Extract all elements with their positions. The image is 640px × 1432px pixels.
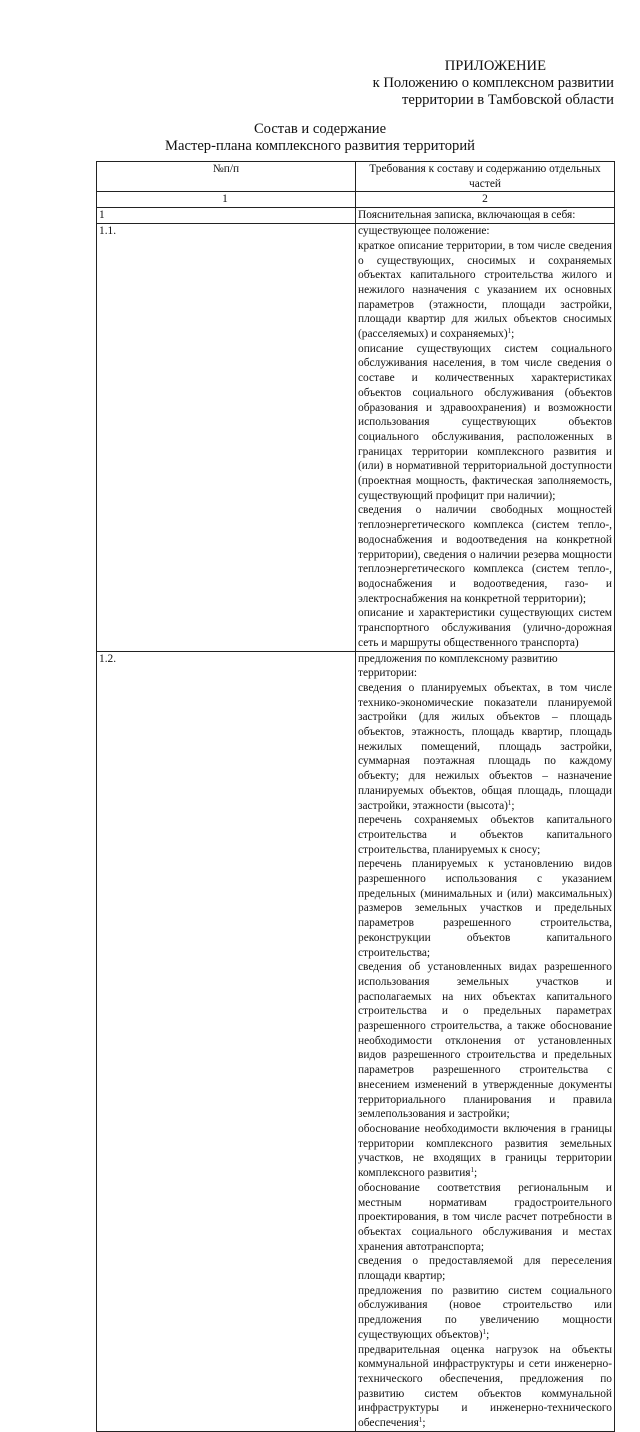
- item-punctuation: ;: [486, 1328, 490, 1341]
- footnote-marker: 1: [470, 1166, 475, 1175]
- item-text: обоснование необходимости включения в границы территории комплексного развития земельных участков, не входящих в границы территории комплексного развития: [358, 1123, 612, 1180]
- table-header-row: [97, 162, 615, 192]
- row-lead-text: [358, 224, 612, 239]
- appendix-line-2: территории в Тамбовской области: [401, 92, 614, 108]
- header-number: №п/п: [97, 162, 356, 192]
- item-text: перечень планируемых к установлению видов разрешенного использования с указанием предельных (минимальных и (или) максимальных) размеров земельных участков и предельных параметров разрешенного строительства, реконструкции объектов капитального строительства;: [358, 858, 612, 959]
- list-item: [358, 857, 612, 960]
- item-text: описание и характеристики существующих систем транспортного обслуживания (улично-дорожная сеть и маршруты общественного транспорта): [358, 607, 612, 649]
- item-text: существующее положение:: [358, 225, 490, 238]
- footnote-marker: 1: [507, 798, 512, 807]
- item-text: сведения о наличии свободных мощностей теплоэнергетического комплекса (систем тепло-, водоснабжения и водоотведения на конкретной территории), сведения о наличии резерва мощности теплоэнергетического комплекса (систем тепло-, водоснабжения и водоотведения, газо- и электроснабжения на конкретной территории);: [358, 504, 612, 605]
- table-row: [97, 224, 615, 651]
- footnote-marker: 1: [418, 1416, 423, 1425]
- section-row: [97, 208, 615, 224]
- appendix-block: [300, 58, 614, 109]
- row-number: 1.1.: [97, 224, 356, 651]
- item-text: предложения по развитию систем социального обслуживания (новое строительство или предложения по увеличению мощности существующих объектов): [358, 1284, 612, 1341]
- row-content: [356, 651, 615, 1431]
- item-punctuation: ;: [511, 328, 515, 341]
- index-cell-2: 2: [356, 192, 615, 208]
- appendix-heading: ПРИЛОЖЕНИЕ: [444, 58, 546, 74]
- section-title: Пояснительная записка, включающая в себя:: [356, 208, 615, 224]
- list-item: [358, 681, 612, 813]
- item-text: сведения о предоставляемой для переселения площади квартир;: [358, 1255, 612, 1283]
- item-text: предварительная оценка нагрузок на объекты коммунальной инфраструктуры и сети инженерно-технического обеспечения, предложения по развитию систем объектов коммунальной инфраструктуры и инженерно-технического обеспечения: [358, 1343, 612, 1430]
- item-text: обоснование соответствия региональным и местным нормативам градостроительного проектирования, в том числе расчет потребности в объектах социального обслуживания и местах хранения автотранспорта;: [358, 1181, 612, 1253]
- section-number: 1: [97, 208, 356, 224]
- item-text: описание существующих систем социального обслуживания населения, в том числе сведения о составе и количественных характеристиках объектов социального обслуживания (объектов образования и здравоохранения) и возможности использования существующих объектов социального обслуживания, расположенных в границах территории комплексного развития и (или) в нормативной территориальной доступности (проектная мощность, фактическая заполняемость, существующий профицит при наличии);: [358, 342, 612, 502]
- list-item: [358, 960, 612, 1122]
- item-text: сведения об установленных видах разрешенного использования земельных участков и располагаемых на них объектах капитального строительства и о предельных параметрах разрешенного строительства, а также обоснование необходимости отклонения от установленных видов разрешенного строительства и предельных параметров разрешенного строительства с внесением изменений в утвержденные документы территориального планирования и правила землепользования и застройки;: [358, 961, 612, 1121]
- header-requirements: Требования к составу и содержанию отдельных частей: [356, 162, 615, 192]
- footnote-marker: 1: [507, 327, 512, 336]
- list-item: [358, 239, 612, 342]
- list-item: [358, 1254, 612, 1283]
- item-text: сведения о планируемых объектах, в том числе технико-экономические показатели планируемой застройки (для жилых объектов – площадь объектов, этажность, площадь квартир, площадь нежилых помещений, площадь застройки, суммарная поэтажная площадь по каждому объекту; для нежилых объектов – назначение планируемых объектов, общая площадь, площади застройки, этажности (высота): [358, 681, 612, 812]
- list-item: [358, 606, 612, 650]
- list-item: [358, 503, 612, 606]
- item-text: перечень сохраняемых объектов капитального строительства и объектов капитального строительства, планируемых к сносу;: [358, 814, 612, 856]
- item-text: предложения по комплексному развитию территории:: [358, 652, 558, 680]
- list-item: [358, 1284, 612, 1343]
- table-row: [97, 651, 615, 1431]
- item-punctuation: ;: [474, 1167, 478, 1180]
- list-item: [358, 1343, 612, 1431]
- list-item: [358, 1122, 612, 1181]
- list-item: [358, 1181, 612, 1255]
- index-cell-1: 1: [97, 192, 356, 208]
- title-line-2: Мастер-плана комплексного развития территорий: [165, 138, 475, 154]
- item-text: краткое описание территории, в том числе сведения о существующих, сносимых и сохраняемых объектах капитального строительства жилого и нежилого назначения с указанием их основных параметров (этажности, площади застройки, площади квартир для жилых объектов сносимых (расселяемых) и сохраняемых): [358, 239, 612, 341]
- item-punctuation: ;: [511, 799, 515, 812]
- row-content: [356, 224, 615, 651]
- list-item: [358, 342, 612, 504]
- item-punctuation: ;: [422, 1417, 426, 1430]
- column-index-row: [97, 192, 615, 208]
- requirements-table: [96, 161, 615, 1432]
- footnote-marker: 1: [482, 1327, 487, 1336]
- row-number: 1.2.: [97, 651, 356, 1431]
- appendix-line-1: к Положению о комплексном развитии: [372, 75, 614, 91]
- document-title: [0, 121, 640, 155]
- title-line-1: Состав и содержание: [253, 121, 387, 137]
- row-lead-text: [358, 652, 612, 681]
- list-item: [358, 813, 612, 857]
